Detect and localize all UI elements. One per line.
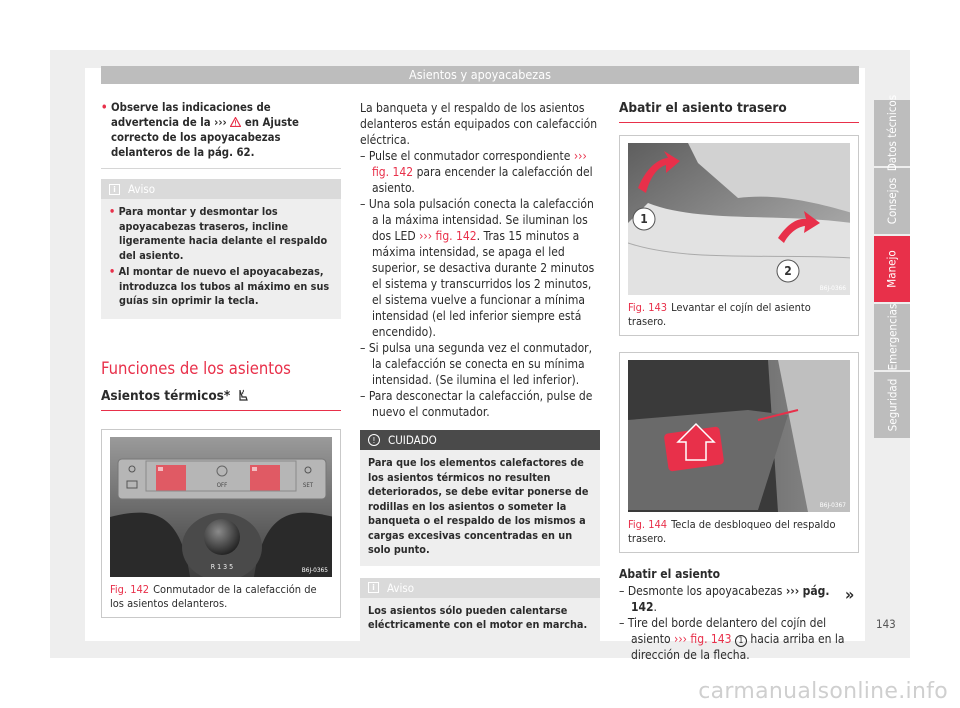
fig-link[interactable]: fig. 142 bbox=[372, 165, 414, 179]
cuidado-box bbox=[360, 430, 600, 566]
instruction-item: – Si pulsa una segunda vez el conmutador, la calefacción se conecta en su mínima intensidad. (Se ilumina el led inferior). bbox=[360, 341, 593, 387]
callout-1: 1 bbox=[640, 212, 648, 226]
instruction-item: – Pulse el conmutador correspondiente ››› fig. 142 para encender la calefacción del asiento. bbox=[360, 149, 593, 195]
aviso-item: • Para montar y desmontar los apoyacabezas traseros, incline ligeramente hacia delante el respaldo del asiento. bbox=[109, 205, 328, 262]
figure-142 bbox=[101, 429, 341, 618]
subheading: Abatir el asiento bbox=[619, 567, 721, 581]
figure-caption: Fig. 143 Levantar el cojín del asiento trasero. bbox=[628, 301, 811, 328]
aviso-label: Aviso bbox=[387, 580, 415, 595]
figure-143 bbox=[619, 135, 859, 336]
column-left bbox=[101, 100, 341, 618]
off-label: OFF bbox=[216, 481, 228, 489]
warning-text-2: en Ajuste correcto de los apoyacabezas delanteros de la pág. 62. bbox=[111, 116, 299, 159]
cuidado-label: CUIDADO bbox=[388, 433, 437, 447]
tab-datos-tecnicos[interactable]: Datos técnicos bbox=[874, 100, 910, 166]
column-middle bbox=[360, 100, 600, 641]
column-right bbox=[619, 100, 859, 663]
rear-seat-cushion-illustration bbox=[628, 143, 850, 295]
intro-paragraph: La banqueta y el respaldo de los asientos delanteros están equipados con calefacción eléctrica. bbox=[360, 101, 598, 147]
warning-note bbox=[101, 100, 341, 169]
page-number: 143 bbox=[876, 617, 896, 631]
tab-emergencias[interactable]: Emergencias bbox=[874, 304, 910, 370]
set-label: SET bbox=[302, 481, 314, 489]
tab-consejos[interactable]: Consejos bbox=[874, 168, 910, 234]
figure-caption: Fig. 144 Tecla de desbloqueo del respaldo trasero. bbox=[628, 518, 836, 545]
backrest-release-illustration bbox=[628, 360, 850, 512]
continue-marker: » bbox=[845, 585, 855, 604]
warning-text: Observe las indicaciones de advertencia de la bbox=[111, 101, 271, 129]
instruction-item: – Tire del borde delantero del cojín del asiento ››› fig. 143 1 hacia arriba en la dirección de la flecha. bbox=[619, 616, 845, 662]
aviso-item: • Al montar de nuevo el apoyacabezas, introduzca los tubos al máximo en sus guías sin oprimir la tecla. bbox=[109, 265, 330, 307]
page-link[interactable]: pág. 142 bbox=[631, 584, 830, 614]
figure-144 bbox=[619, 352, 859, 553]
arrows: ››› bbox=[214, 116, 227, 129]
tab-seguridad[interactable]: Seguridad bbox=[874, 372, 910, 438]
seat-heater-console-illustration bbox=[110, 437, 332, 577]
heated-seat-icon bbox=[237, 389, 249, 402]
warning-triangle-icon bbox=[230, 117, 241, 127]
cuidado-body: Para que los elementos calefactores de los asientos térmicos no resulten deteriorados, se debe evitar ponerse de rodillas en los asientos o someter la banqueta o el respaldo de los mismos a cargas excesivas concentradas en un solo punto. bbox=[368, 456, 589, 556]
info-icon: i bbox=[109, 184, 120, 195]
aviso-body: Los asientos sólo pueden calentarse eléctricamente con el motor en marcha. bbox=[368, 603, 588, 631]
section-title: Funciones de los asientos bbox=[101, 358, 291, 378]
aviso-header bbox=[101, 179, 341, 199]
fig-link[interactable]: fig. 142 bbox=[435, 229, 477, 243]
aviso-header bbox=[360, 578, 600, 598]
callout-ref: 1 bbox=[735, 635, 747, 647]
caution-icon: ! bbox=[368, 434, 380, 446]
info-icon: i bbox=[368, 582, 379, 593]
figure-code: B6J-0366 bbox=[819, 284, 846, 292]
figure-caption: Fig. 142 Conmutador de la calefacción de los asientos delanteros. bbox=[110, 582, 317, 610]
tab-manejo[interactable]: Manejo bbox=[874, 236, 910, 302]
section-title-right: Abatir el asiento trasero bbox=[619, 100, 859, 123]
figure-code: B6J-0365 bbox=[301, 565, 328, 574]
bullet: • bbox=[101, 101, 108, 114]
figure-142-image bbox=[110, 437, 332, 577]
callout-2: 2 bbox=[784, 264, 792, 278]
instruction-item: – Una sola pulsación conecta la calefacción a la máxima intensidad. Se iluminan los dos LED ››› fig. 142. Tras 15 minutos a máxima intensidad, se apaga el led superior, se desactiva durante 2 minutos el sistema y transcurridos los 2 minutos, el sistema vuelve a funcionar a mínima intensidad (el led inferior siempre está encendido). bbox=[360, 197, 595, 339]
aviso-box bbox=[101, 179, 341, 319]
subsection-title: Asientos térmicos* bbox=[101, 388, 341, 411]
fig-link[interactable]: fig. 143 bbox=[690, 632, 732, 646]
gear-pattern-label: R 1 3 5 bbox=[210, 562, 234, 571]
watermark: carmanualsonline.info bbox=[698, 679, 948, 704]
figure-144-image bbox=[628, 360, 850, 512]
figure-code: B6J-0367 bbox=[819, 501, 846, 509]
cuidado-header bbox=[360, 430, 600, 450]
aviso-box-2 bbox=[360, 578, 600, 641]
aviso-body bbox=[101, 199, 341, 319]
side-tabs bbox=[874, 94, 910, 440]
instruction-item: – Desmonte los apoyacabezas ››› pág. 142. bbox=[619, 584, 830, 614]
page-header: Asientos y apoyacabezas bbox=[101, 66, 859, 84]
aviso-label: Aviso bbox=[128, 182, 156, 196]
instruction-item: – Para desconectar la calefacción, pulse de nuevo el conmutador. bbox=[360, 389, 593, 419]
figure-143-image bbox=[628, 143, 850, 295]
